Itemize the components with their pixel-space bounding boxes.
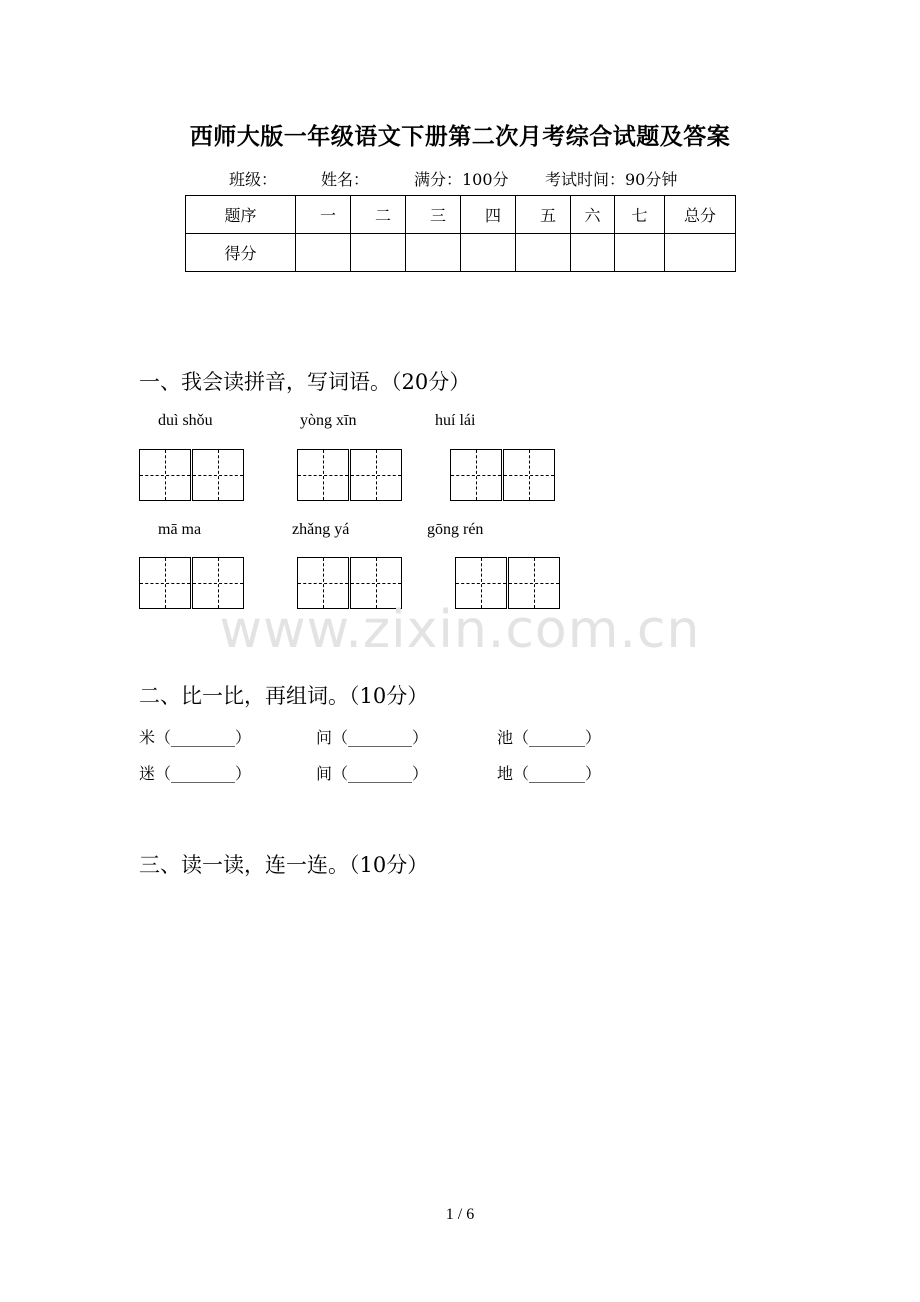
- writing-grid-box[interactable]: [139, 449, 191, 501]
- word-fill-item[interactable]: 米（________）: [139, 728, 252, 747]
- score-cell[interactable]: [516, 234, 571, 272]
- score-table: [185, 195, 736, 272]
- score-table-header-cell: 五: [516, 196, 571, 234]
- score-table-header-cell: 七: [615, 196, 665, 234]
- score-table-header-cell: 六: [571, 196, 615, 234]
- name-label: 姓名：: [321, 170, 370, 189]
- score-table-header-row: [186, 196, 736, 234]
- writing-grid-box[interactable]: [350, 449, 402, 501]
- pinyin-label: mā ma: [158, 521, 202, 538]
- score-table-header-cell: 三: [406, 196, 461, 234]
- exam-time: 考试时间：90分钟: [545, 170, 678, 189]
- writing-grid-box[interactable]: [503, 449, 555, 501]
- pinyin-label: gōng rén: [427, 521, 484, 538]
- full-score: 满分：100分: [414, 170, 509, 189]
- class-label: 班级：: [229, 170, 278, 189]
- writing-grid-box[interactable]: [450, 449, 502, 501]
- word-fill-item[interactable]: 地（_______）: [497, 764, 602, 783]
- writing-grid-box[interactable]: [297, 449, 349, 501]
- score-cell[interactable]: [406, 234, 461, 272]
- score-cell[interactable]: [571, 234, 615, 272]
- page-number: 1 / 6: [445, 1206, 475, 1223]
- score-table-header-cell: 题序: [186, 196, 296, 234]
- score-row-label: 得分: [186, 234, 296, 272]
- word-fill-item[interactable]: 池（_______）: [497, 728, 602, 747]
- word-fill-item[interactable]: 间（________）: [316, 764, 429, 783]
- section-2-heading: 二、比一比，再组词。（10分）: [139, 684, 429, 708]
- score-cell[interactable]: [351, 234, 406, 272]
- score-cell[interactable]: [461, 234, 516, 272]
- word-fill-item[interactable]: 迷（________）: [139, 764, 252, 783]
- score-table-header-cell: 四: [461, 196, 516, 234]
- pinyin-label: yòng xīn: [300, 412, 357, 429]
- score-table-score-row: [186, 234, 736, 272]
- pinyin-label: zhǎng yá: [292, 521, 350, 538]
- score-cell[interactable]: [665, 234, 736, 272]
- section-1-heading: 一、我会读拼音，写词语。（20分）: [139, 370, 471, 394]
- watermark: www.zixin.com.cn: [219, 600, 701, 660]
- score-table-header-cell: 二: [351, 196, 406, 234]
- pinyin-label: huí lái: [435, 412, 476, 429]
- word-fill-item[interactable]: 问（________）: [316, 728, 429, 747]
- page-title: 西师大版一年级语文下册第二次月考综合试题及答案: [189, 123, 731, 150]
- score-cell[interactable]: [615, 234, 665, 272]
- score-table-header-cell: 一: [296, 196, 351, 234]
- section-3-heading: 三、读一读，连一连。（10分）: [139, 853, 429, 877]
- writing-grid-box[interactable]: [192, 449, 244, 501]
- score-cell[interactable]: [296, 234, 351, 272]
- pinyin-label: duì shǒu: [158, 412, 213, 429]
- score-table-header-cell: 总分: [665, 196, 736, 234]
